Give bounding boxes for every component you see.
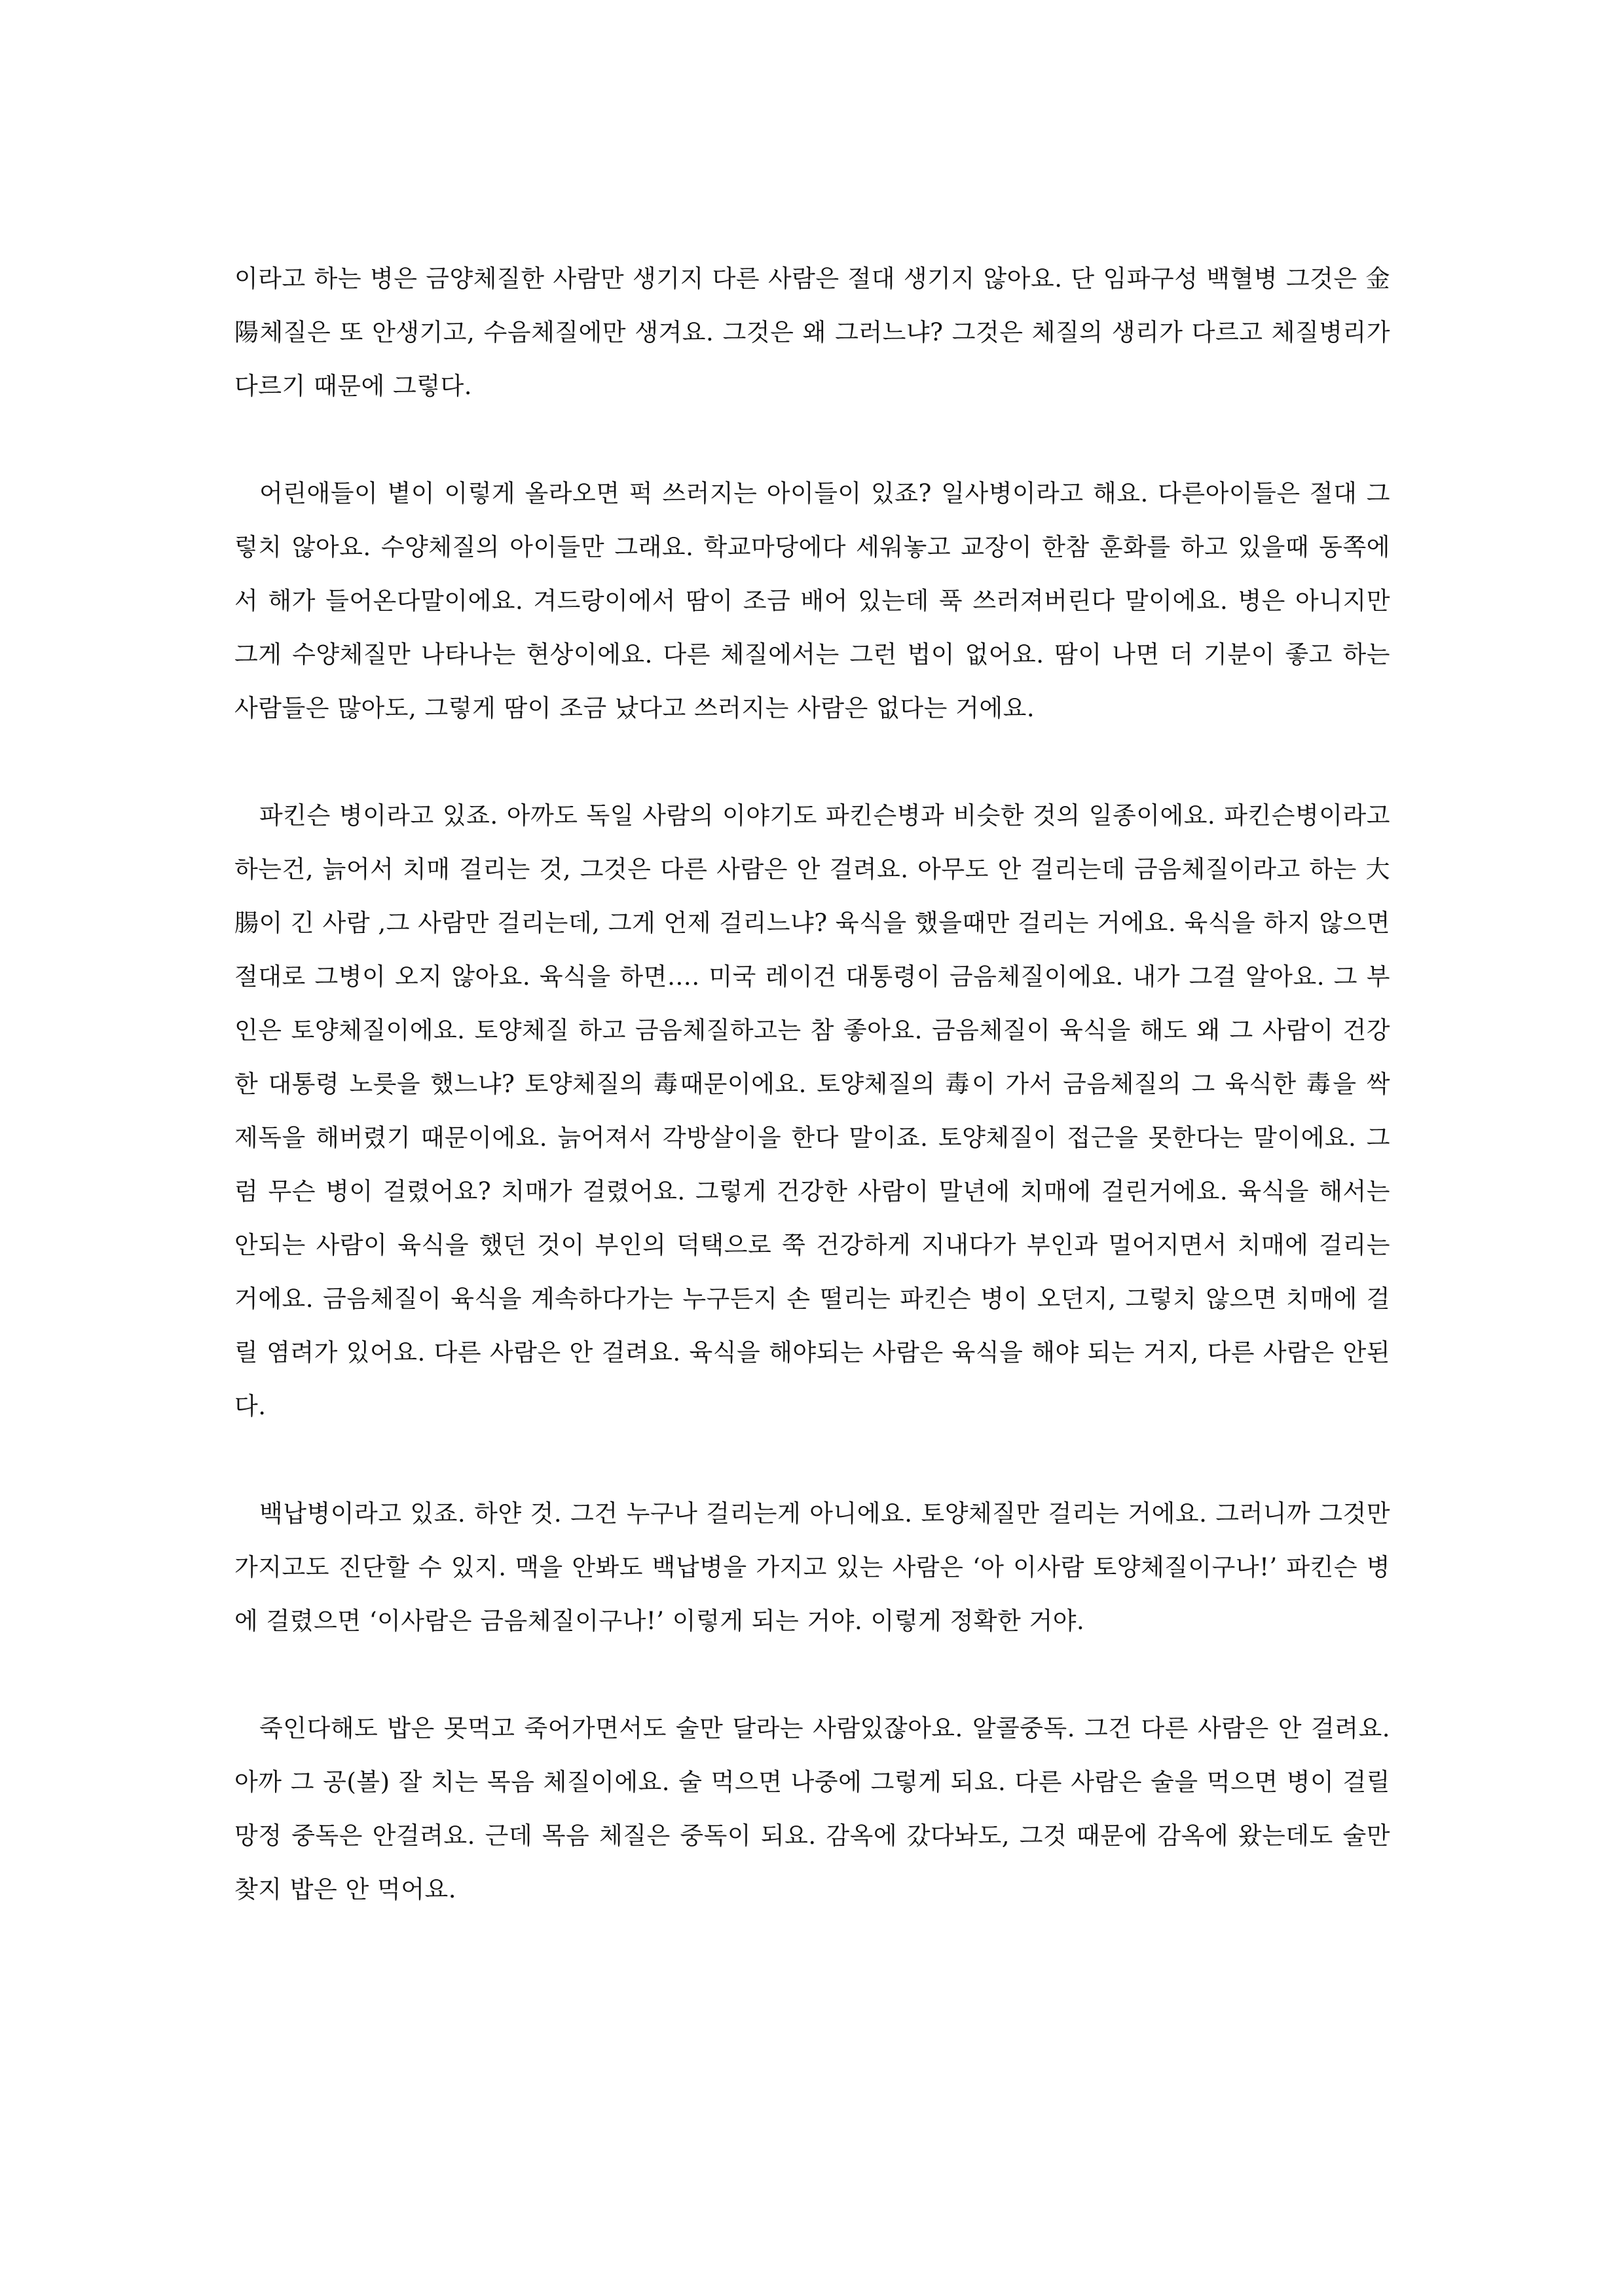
paragraph-5: 죽인다해도 밥은 못먹고 죽어가면서도 술만 달라는 사람있잖아요. 알콜중독. 그건 다른 사람은 안 걸려요. 아까 그 공(볼) 잘 치는 목음 체질이에요. 술 먹으면 나중에 그렇게 되요. 다른 사람은 술을 먹으면 병이 걸릴 망정 중독은 안걸려요. 근데 목음 체질은 중독이 되요. 감옥에 갔다놔도, 그것 때문에 감옥에 왔는데도 술만 찾지 밥은 안 먹어요. xyxy=(234,1714,1390,1903)
paragraph-2: 어린애들이 볕이 이렇게 올라오면 퍽 쓰러지는 아이들이 있죠? 일사병이라고 해요. 다른아이들은 절대 그렇치 않아요. 수양체질의 아이들만 그래요. 학교마당에다 세워놓고 교장이 한참 훈화를 하고 있을때 동쪽에서 해가 들어온다말이에요. 겨드랑이에서 땀이 조금 배어 있는데 푹 쓰러져버린다 말이에요. 병은 아니지만 그게 수양체질만 나타나는 현상이에요. 다른 체질에서는 그런 법이 없어요. 땀이 나면 더 기분이 좋고 하는 사람들은 많아도, 그렇게 땀이 조금 났다고 쓰러지는 사람은 없다는 거에요. xyxy=(234,479,1390,722)
paragraph-1: 이라고 하는 병은 금양체질한 사람만 생기지 다른 사람은 절대 생기지 않아요. 단 임파구성 백혈병 그것은 金陽체질은 또 안생기고, 수음체질에만 생겨요. 그것은 왜 그러느냐? 그것은 체질의 생리가 다르고 체질병리가 다르기 때문에 그렇다. xyxy=(234,265,1390,400)
paragraph-3: 파킨슨 병이라고 있죠. 아까도 독일 사람의 이야기도 파킨슨병과 비슷한 것의 일종이에요. 파킨슨병이라고 하는건, 늙어서 치매 걸리는 것, 그것은 다른 사람은 안 걸려요. 아무도 안 걸리는데 금음체질이라고 하는 大腸이 긴 사람 ,그 사람만 걸리는데, 그게 언제 걸리느냐? 육식을 했을때만 걸리는 거에요. 육식을 하지 않으면 절대로 그병이 오지 않아요. 육식을 하면…. 미국 레이건 대통령이 금음체질이에요. 내가 그걸 알아요. 그 부인은 토양체질이에요. 토양체질 하고 금음체질하고는 참 좋아요. 금음체질이 육식을 해도 왜 그 사람이 건강한 대통령 노릇을 했느냐? 토양체질의 毒때문이에요. 토양체질의 毒이 가서 금음체질의 그 육식한 毒을 싹 제독을 해버렸기 때문이에요. 늙어져서 각방살이을 한다 말이죠. 토양체질이 접근을 못한다는 말이에요. 그럼 무슨 병이 걸렸어요? 치매가 걸렸어요. 그렇게 건강한 사람이 말년에 치매에 걸린거에요. 육식을 해서는 안되는 사람이 육식을 했던 것이 부인의 덕택으로 쭉 건강하게 지내다가 부인과 멀어지면서 치매에 걸리는 거에요. 금음체질이 육식을 계속하다가는 누구든지 손 떨리는 파킨슨 병이 오던지, 그렇치 않으면 치매에 걸릴 염려가 있어요. 다른 사람은 안 걸려요. 육식을 해야되는 사람은 육식을 해야 되는 거지, 다른 사람은 안된다. xyxy=(234,801,1390,1420)
document-body xyxy=(234,252,1390,1917)
paragraph-4: 백납병이라고 있죠. 하얀 것. 그건 누구나 걸리는게 아니에요. 토양체질만 걸리는 거에요. 그러니까 그것만 가지고도 진단할 수 있지. 맥을 안봐도 백납병을 가지고 있는 사람은 ‘아 이사람 토양체질이구나!’ 파킨슨 병에 걸렸으면 ‘이사람은 금음체질이구나!’ 이렇게 되는 거야. 이렇게 정확한 거야. xyxy=(234,1499,1390,1635)
